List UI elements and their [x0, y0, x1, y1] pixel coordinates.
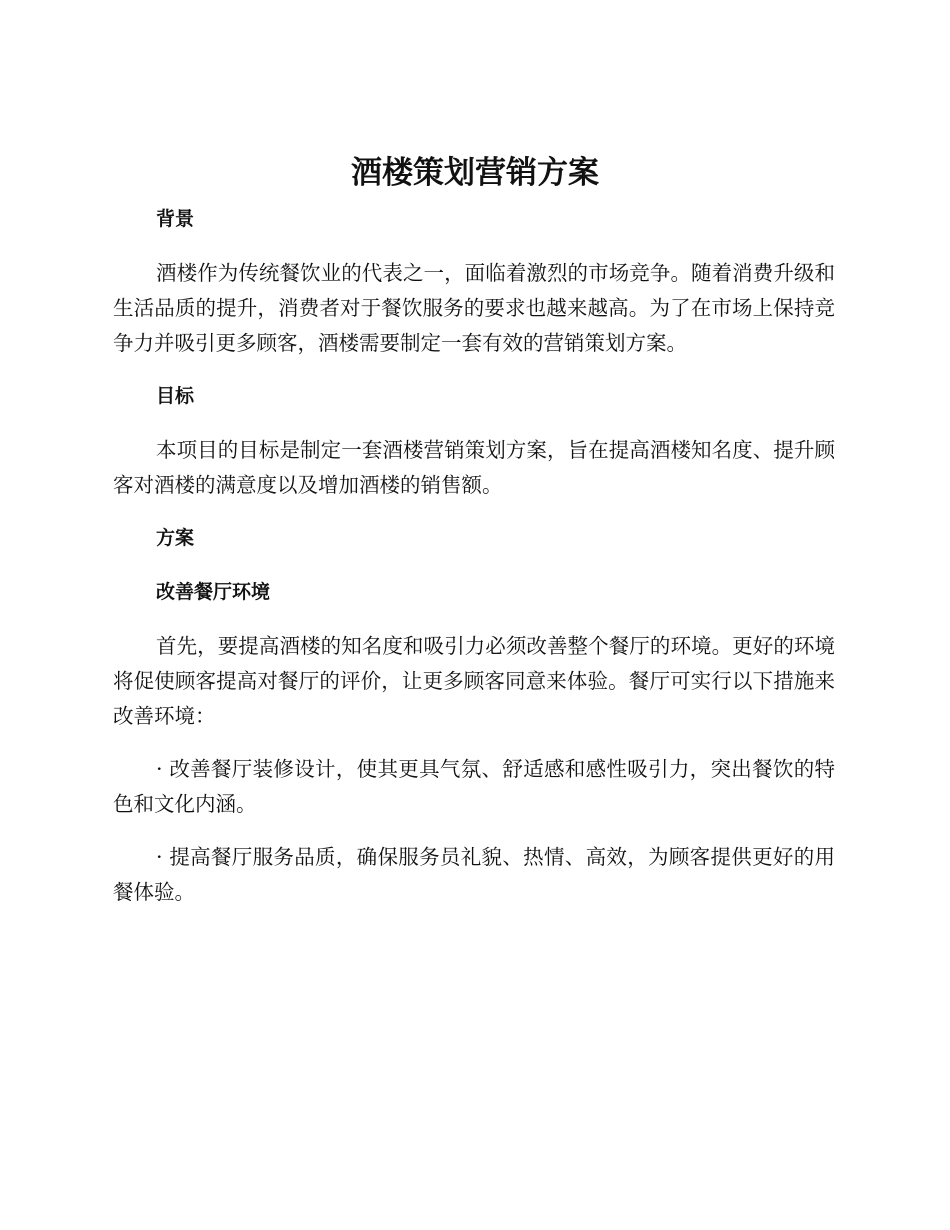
- heading-plan: 方案: [156, 527, 195, 549]
- spacer: [113, 822, 835, 840]
- paragraph-background: 酒楼作为传统餐饮业的代表之一，面临着激烈的市场竞争。随着消费升级和生活品质的提升，消费者对于餐饮服务的要求也越来越高。为了在市场上保持竞争力并吸引更多顾客，酒楼需要制定一套有效的营销策划方案。: [113, 261, 835, 355]
- document-body: [113, 202, 835, 910]
- bullet-item-service: · 提高餐厅服务品质，确保服务员礼貌、热情、高效，为顾客提供更好的用餐体验。: [113, 845, 835, 904]
- document-title: 酒楼策划营销方案: [351, 155, 599, 191]
- spacer: [113, 236, 835, 256]
- heading-background: 背景: [156, 208, 195, 230]
- heading-goal: 目标: [156, 385, 195, 407]
- spacer: [113, 503, 835, 521]
- paragraph-improve-environment: 首先，要提高酒楼的知名度和吸引力必须改善整个餐厅的环境。更好的环境将促使顾客提高对餐厅的评价，让更多顾客同意来体验。餐厅可实行以下措施来改善环境：: [113, 634, 835, 728]
- spacer: [113, 555, 835, 575]
- spacer: [113, 413, 835, 433]
- spacer: [113, 361, 835, 379]
- bullet-item-decoration: · 改善餐厅装修设计，使其更具气氛、舒适感和感性吸引力，突出餐饮的特色和文化内涵。: [113, 757, 835, 816]
- subheading-improve-environment: 改善餐厅环境: [156, 581, 271, 603]
- spacer: [113, 734, 835, 752]
- paragraph-goal: 本项目的目标是制定一套酒楼营销策划方案，旨在提高酒楼知名度、提升顾客对酒楼的满意度以及增加酒楼的销售额。: [113, 438, 835, 497]
- spacer: [113, 609, 835, 629]
